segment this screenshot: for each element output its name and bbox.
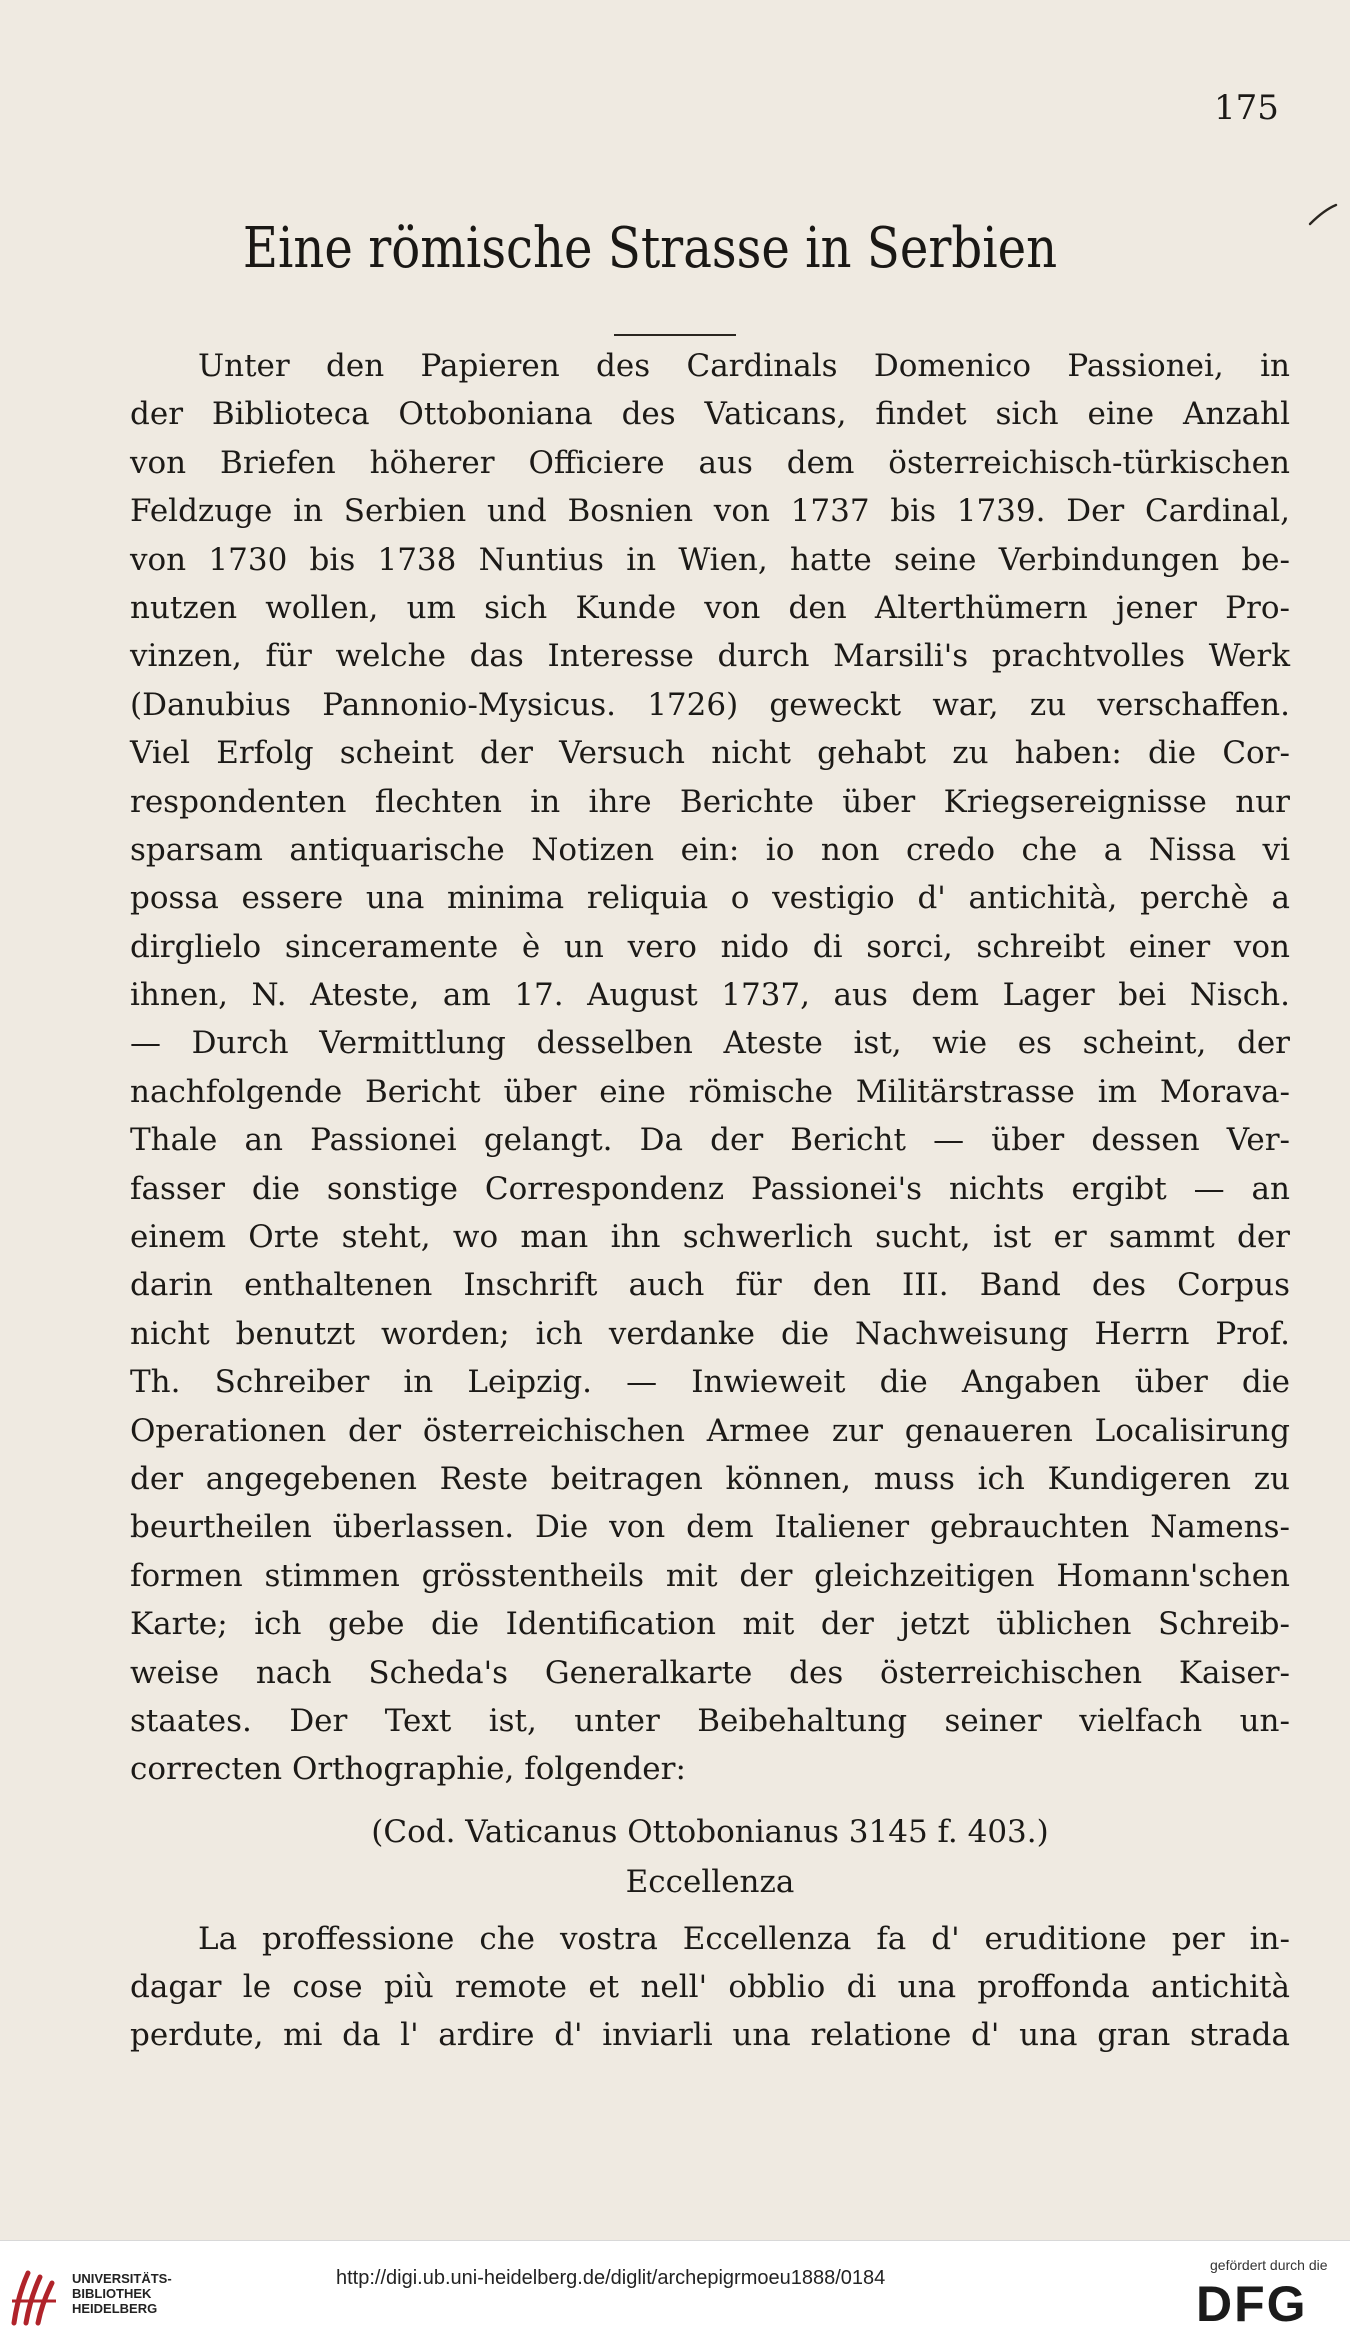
letter-line: perdute, mi da l' ardire d' inviarli una relatione d' una gran strada bbox=[130, 2017, 1290, 2054]
body-line: der Biblioteca Ottoboniana des Vaticans, findet sich eine Anzahl bbox=[130, 396, 1290, 433]
salutation: Eccellenza bbox=[625, 1864, 795, 1901]
funded-by-label: gefördert durch die bbox=[1210, 2257, 1328, 2273]
body-line: formen stimmen grösstentheils mit der gleichzeitigen Homann'schen bbox=[130, 1557, 1290, 1594]
body-line: Feldzuge in Serbien und Bosnien von 1737 bis 1739. Der Cardinal, bbox=[130, 493, 1290, 530]
dfg-logo: DFG bbox=[1196, 2276, 1308, 2332]
source-url-link[interactable]: http://digi.ub.uni-heidelberg.de/diglit/archepigrmoeu1888/0184 bbox=[336, 2267, 886, 2289]
library-name bbox=[72, 2271, 172, 2316]
body-line: Karte; ich gebe die Identification mit der jetzt üblichen Schreib- bbox=[130, 1606, 1290, 1643]
library-name-line: BIBLIOTHEK bbox=[72, 2286, 152, 2301]
body-line: ihnen, N. Ateste, am 17. August 1737, aus dem Lager bei Nisch. bbox=[130, 977, 1290, 1014]
body-line: nachfolgende Bericht über eine römische Militärstrasse im Morava- bbox=[130, 1073, 1290, 1110]
body-line: fasser die sonstige Correspondenz Passionei's nichts ergibt — an bbox=[130, 1170, 1290, 1207]
body-line: nutzen wollen, um sich Kunde von den Alterthümern jener Pro- bbox=[130, 589, 1290, 626]
body-line: Operationen der österreichischen Armee zur genaueren Localisirung bbox=[130, 1412, 1290, 1449]
letter-line: dagar le cose più remote et nell' obblio di una proffonda antichità bbox=[130, 1968, 1290, 2005]
viewer-footer bbox=[0, 2240, 1350, 2339]
page-number: 175 bbox=[1214, 88, 1279, 128]
letter-line: La proffessione che vostra Eccellenza fa d' eruditione per in- bbox=[198, 1920, 1290, 1957]
library-name-line: UNIVERSITÄTS- bbox=[72, 2271, 172, 2286]
article-title: Eine römische Strasse in Serbien bbox=[242, 216, 1058, 281]
university-library-logo-icon bbox=[8, 2265, 66, 2329]
citation: (Cod. Vaticanus Ottobonianus 3145 f. 403.) bbox=[371, 1813, 1049, 1850]
body-line: beurtheilen überlassen. Die von dem Italiener gebrauchten Namens- bbox=[130, 1509, 1290, 1546]
title-rule bbox=[614, 334, 736, 336]
article-body bbox=[130, 342, 1290, 2060]
body-line: correcten Orthographie, folgender: bbox=[130, 1751, 686, 1788]
body-line: dirglielo sinceramente è un vero nido di sorci, schreibt einer von bbox=[130, 928, 1290, 965]
body-line: Thale an Passionei gelangt. Da der Bericht — über dessen Ver- bbox=[130, 1122, 1290, 1159]
body-line: Viel Erfolg scheint der Versuch nicht gehabt zu haben: die Cor- bbox=[130, 735, 1290, 772]
body-line: von Briefen höherer Officiere aus dem österreichisch-türkischen bbox=[130, 444, 1290, 481]
body-line: possa essere una minima reliquia o vestigio d' antichità, perchè a bbox=[130, 880, 1290, 917]
body-line: Unter den Papieren des Cardinals Domenico Passionei, in bbox=[198, 348, 1290, 384]
body-line: von 1730 bis 1738 Nuntius in Wien, hatte seine Verbindungen be- bbox=[130, 541, 1290, 578]
body-line: — Durch Vermittlung desselben Ateste ist, wie es scheint, der bbox=[130, 1025, 1290, 1062]
body-line: respondenten flechten in ihre Berichte über Kriegsereignisse nur bbox=[130, 783, 1290, 820]
library-name-line: HEIDELBERG bbox=[72, 2301, 158, 2316]
pencil-mark-icon bbox=[1306, 202, 1340, 228]
body-line: vinzen, für welche das Interesse durch Marsili's prachtvolles Werk bbox=[130, 638, 1290, 675]
body-line: der angegebenen Reste beitragen können, muss ich Kundigeren zu bbox=[130, 1460, 1290, 1497]
body-line: Th. Schreiber in Leipzig. — Inwieweit die Angaben über die bbox=[130, 1364, 1290, 1401]
body-line: weise nach Scheda's Generalkarte des österreichischen Kaiser- bbox=[130, 1654, 1290, 1691]
body-line: sparsam antiquarische Notizen ein: io non credo che a Nissa vi bbox=[130, 831, 1290, 868]
body-line: (Danubius Pannonio-Mysicus. 1726) geweckt war, zu verschaffen. bbox=[130, 686, 1290, 723]
body-line: staates. Der Text ist, unter Beibehaltung seiner vielfach un- bbox=[130, 1702, 1290, 1739]
body-line: einem Orte steht, wo man ihn schwerlich sucht, ist er sammt der bbox=[130, 1219, 1290, 1256]
body-line: darin enthaltenen Inschrift auch für den III. Band des Corpus bbox=[130, 1267, 1290, 1304]
body-line: nicht benutzt worden; ich verdanke die Nachweisung Herrn Prof. bbox=[130, 1315, 1290, 1352]
